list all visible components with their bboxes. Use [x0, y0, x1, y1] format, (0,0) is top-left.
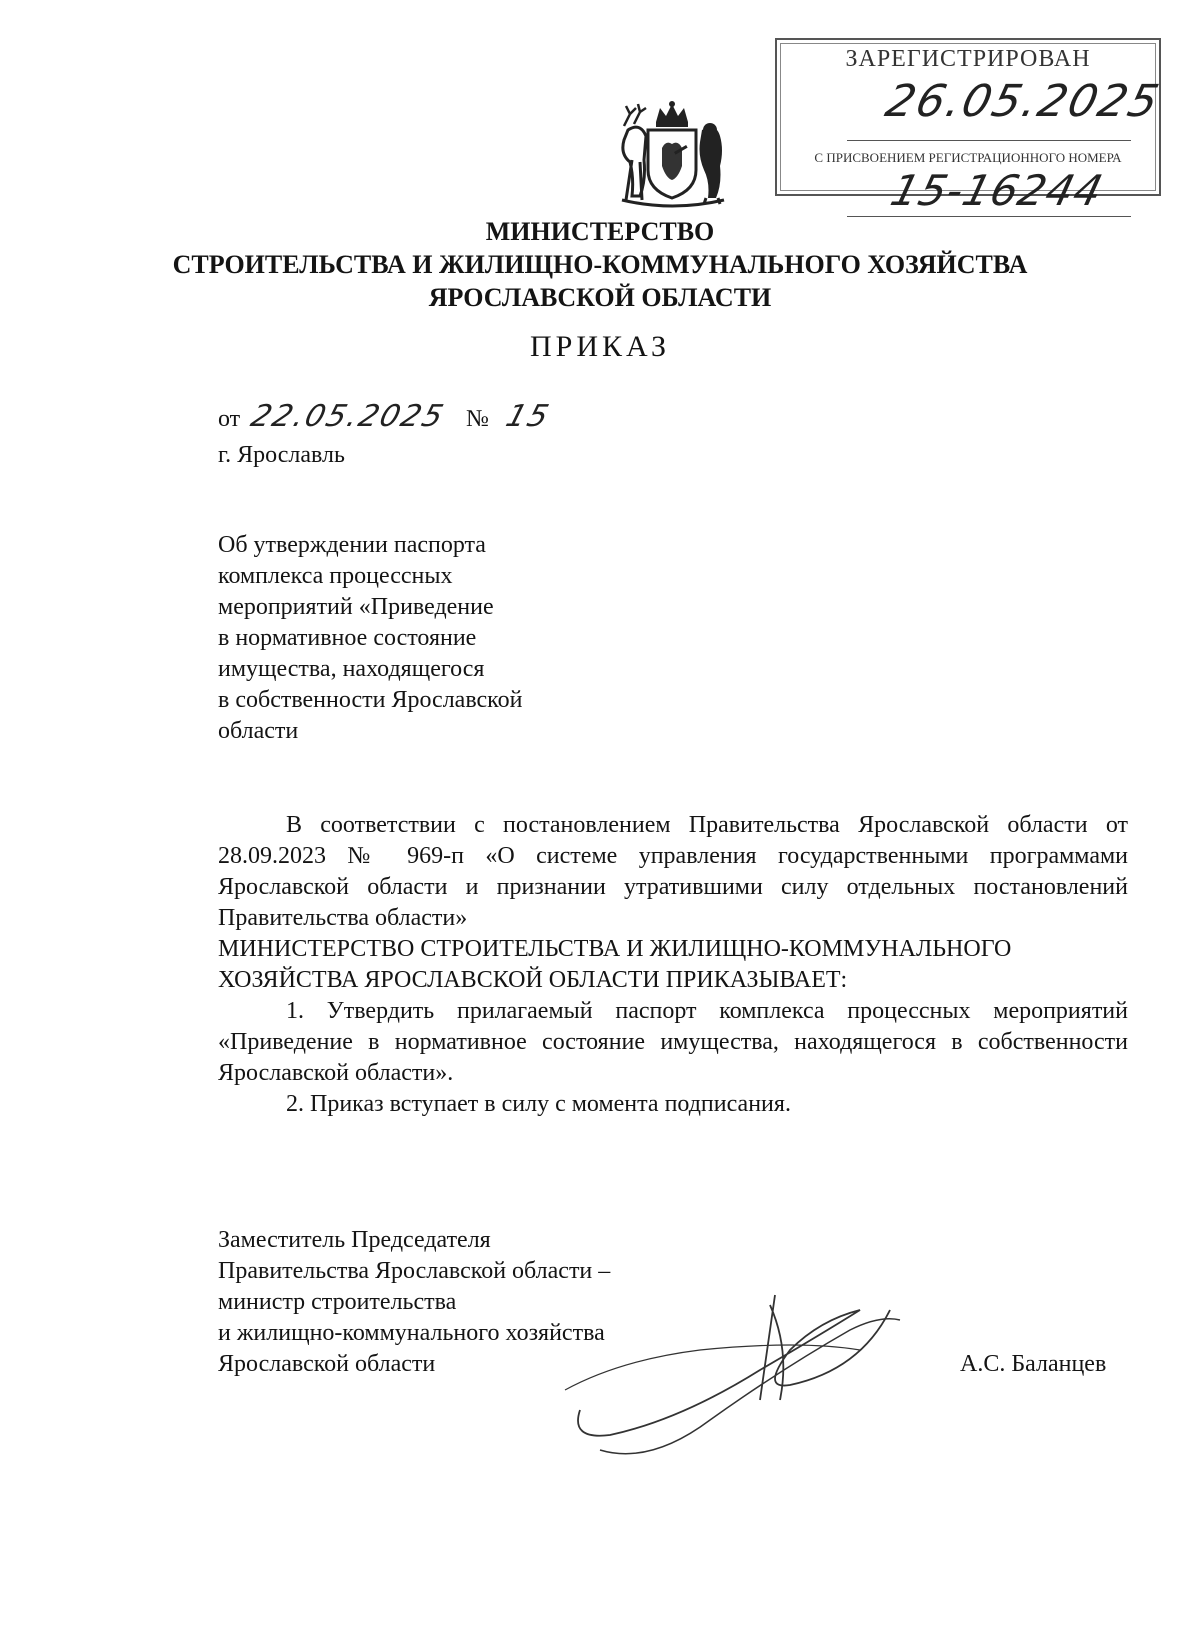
stamp-date: 26.05.2025 [880, 76, 1166, 127]
stamp-date-underline [847, 140, 1131, 141]
order-subject [218, 530, 598, 747]
signer-line: Правительства Ярославской области – [218, 1258, 611, 1284]
ministry-header-line1: МИНИСТЕРСТВО [485, 217, 715, 246]
number-label: № [465, 406, 489, 432]
decree-paragraph: МИНИСТЕРСТВО СТРОИТЕЛЬСТВА И ЖИЛИЩНО-КОММУНАЛЬНОГО ХОЗЯЙСТВА ЯРОСЛАВСКОЙ ОБЛАСТИ ПРИКАЗЫВАЕТ: [218, 936, 1012, 993]
coat-of-arms-icon [612, 100, 732, 210]
document-type-title: ПРИКАЗ [530, 330, 670, 363]
stamp-title: ЗАРЕГИСТРИРОВАН [845, 46, 1091, 72]
item-1-paragraph: 1. Утвердить прилагаемый паспорт комплекса процессных мероприятий «Приведение в нормативное состояние имущества, находящегося в собственности Ярославской области». [218, 998, 1128, 1086]
from-label: от [218, 406, 241, 432]
order-date: 22.05.2025 [247, 399, 449, 434]
signer-line: министр строительства [218, 1289, 457, 1315]
subject-line: имущества, находящегося [218, 656, 485, 682]
registration-stamp [775, 38, 1166, 215]
item-2-paragraph: 2. Приказ вступает в силу с момента подписания. [286, 1091, 791, 1117]
subject-line: области [218, 718, 299, 744]
subject-line: мероприятий «Приведение [218, 594, 494, 620]
stamp-subtitle: С ПРИСВОЕНИЕМ РЕГИСТРАЦИОННОГО НОМЕРА [814, 150, 1122, 165]
signer-name: А.С. Баланцев [960, 1351, 1107, 1377]
handwritten-signature [560, 1290, 910, 1465]
signer-line: Заместитель Председателя [218, 1227, 491, 1253]
stamp-reg-number: 15-16244 [885, 166, 1109, 215]
subject-line: в нормативное состояние [218, 625, 477, 651]
order-date-number-line [218, 399, 555, 435]
signer-line: и жилищно-коммунального хозяйства [218, 1320, 605, 1346]
signer-line: Ярославской области [218, 1351, 436, 1377]
subject-line: комплекса процессных [218, 563, 453, 589]
subject-line: в собственности Ярославской [218, 687, 523, 713]
order-body [218, 810, 1128, 1120]
ministry-header-line3: ЯРОСЛАВСКОЙ ОБЛАСТИ [428, 283, 772, 312]
ministry-header-line2: СТРОИТЕЛЬСТВА И ЖИЛИЩНО-КОММУНАЛЬНОГО ХОЗЯЙСТВА [172, 250, 1028, 279]
subject-line: Об утверждении паспорта [218, 532, 486, 558]
order-number: 15 [501, 399, 555, 434]
city: г. Ярославль [218, 442, 345, 468]
preamble-paragraph: В соответствии с постановлением Правительства Ярославской области от 28.09.2023 № 969-п «О системе управления государственными программами Ярославской области и признании утратившими силу отдельных постановлений Правительства области» [218, 812, 1128, 931]
